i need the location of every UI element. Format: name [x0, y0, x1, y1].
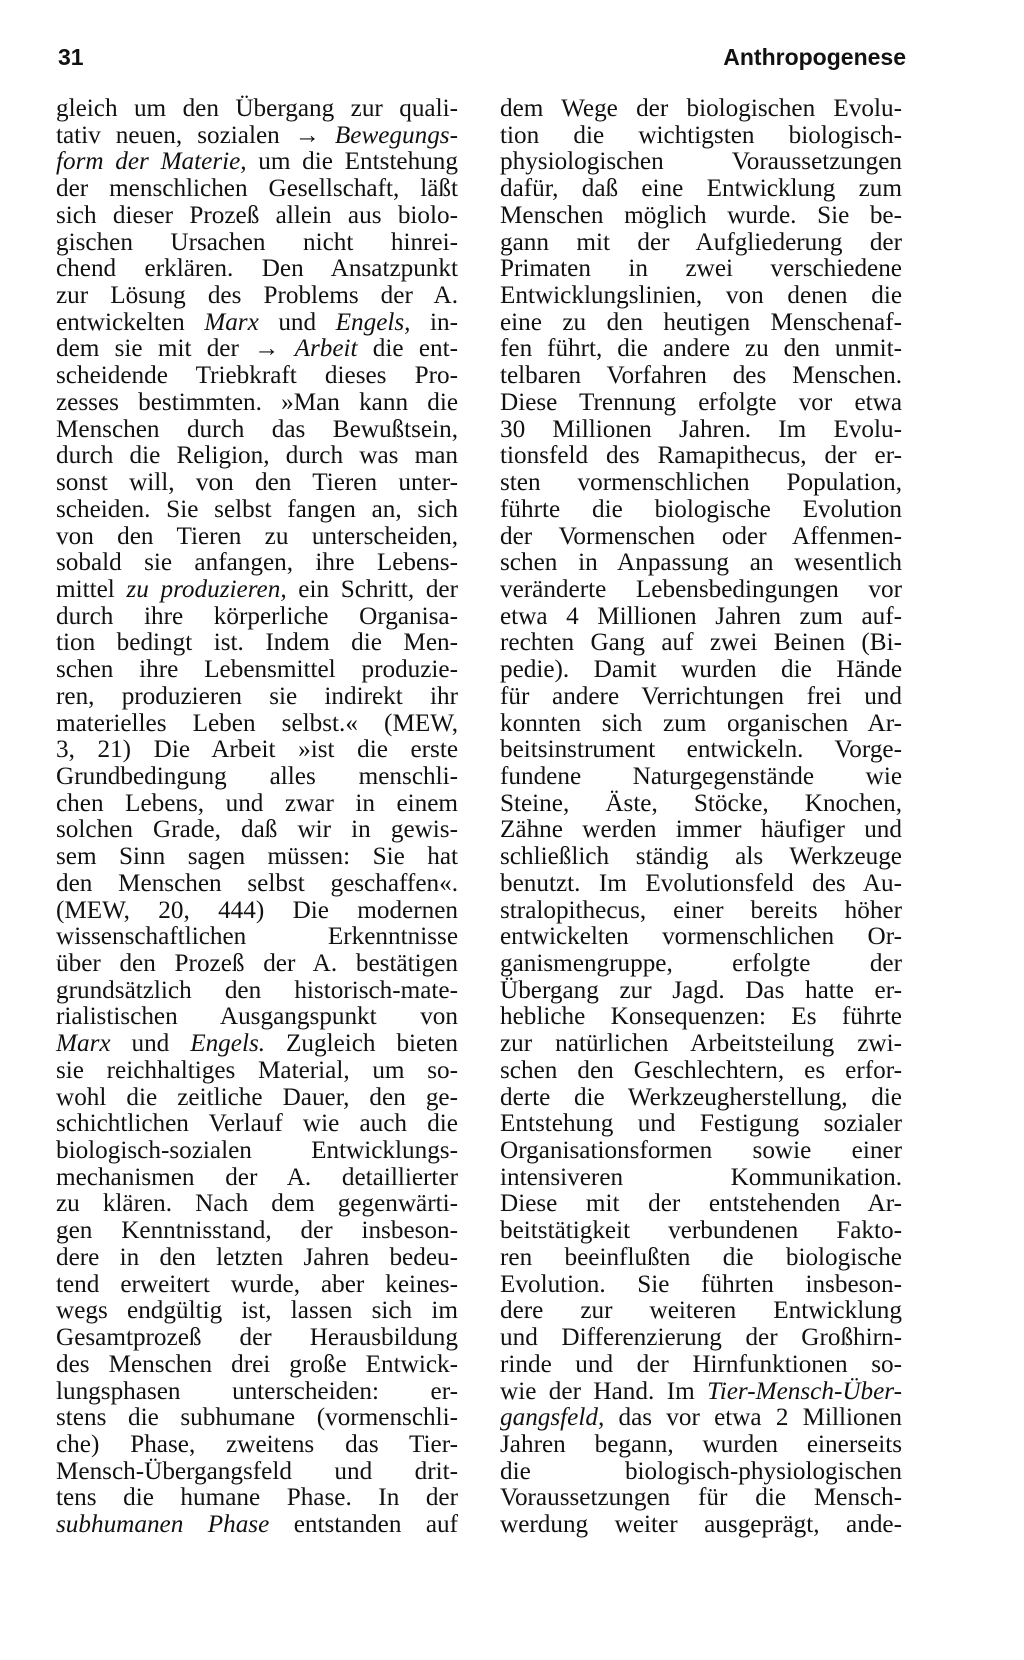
text-line: benutzt. Im Evolutionsfeld des Au- [500, 869, 902, 897]
text-line: chend erklären. Den Ansatzpunkt [56, 255, 458, 283]
text-line: beitstätigkeit verbundenen Fakto- [500, 1217, 902, 1245]
text-line: dere zur weiteren Entwicklung [500, 1297, 902, 1325]
text-line: zesses bestimmten. »Man kann die [56, 388, 458, 416]
text-line: den Menschen selbst geschaffen«. [56, 869, 458, 897]
text-line: der Vormenschen oder Affenmen- [500, 522, 902, 550]
text-line: ren beeinflußten die biologische [500, 1243, 902, 1271]
text-line: wohl die zeitliche Dauer, den ge- [56, 1083, 458, 1111]
text-line: eine zu den heutigen Menschenaf- [500, 308, 902, 336]
text-line: Marx und Engels. Zugleich bieten [56, 1030, 458, 1058]
text-line: schen ihre Lebensmittel produzie- [56, 656, 458, 684]
text-line: Übergang zur Jagd. Das hatte er- [500, 976, 902, 1004]
text-line: Menschen durch das Bewußtsein, [56, 415, 458, 443]
text-line: scheiden. Sie selbst fangen an, sich [56, 495, 458, 523]
text-line: die biologisch-physiologischen [500, 1457, 902, 1485]
text-line: werdung weiter ausgeprägt, ande- [500, 1511, 902, 1539]
text-line: ren, produzieren sie indirekt ihr [56, 682, 458, 710]
text-line: grundsätzlich den historisch-mate- [56, 976, 458, 1004]
text-line: Diese mit der entstehenden Ar- [500, 1190, 902, 1218]
running-head: Anthropogenese [723, 44, 906, 70]
text-line: Zähne werden immer häufiger und [500, 816, 902, 844]
text-line: wissenschaftlichen Erkenntnisse [56, 923, 458, 951]
text-line: für andere Verrichtungen frei und [500, 682, 902, 710]
text-line: zu klären. Nach dem gegenwärti- [56, 1190, 458, 1218]
text-line: Grundbedingung alles menschli- [56, 762, 458, 790]
text-line: führte die biologische Evolution [500, 495, 902, 523]
text-line: Voraussetzungen für die Mensch- [500, 1484, 902, 1512]
text-line: dafür, daß eine Entwicklung zum [500, 175, 902, 203]
text-line: Organisationsformen sowie einer [500, 1137, 902, 1165]
text-line: tion die wichtigsten biologisch- [500, 121, 902, 149]
text-line: hebliche Konsequenzen: Es führte [500, 1003, 902, 1031]
text-line: chen Lebens, und zwar in einem [56, 789, 458, 817]
text-line: gangsfeld, das vor etwa 2 Millionen [500, 1404, 902, 1432]
text-line: sich dieser Prozeß allein aus biolo- [56, 201, 458, 229]
text-line: sonst will, von den Tieren unter- [56, 469, 458, 497]
text-line: Steine, Äste, Stöcke, Knochen, [500, 789, 902, 817]
text-line: gann mit der Aufgliederung der [500, 228, 902, 256]
text-line: wegs endgültig ist, lassen sich im [56, 1297, 458, 1325]
text-line: 30 Millionen Jahren. Im Evolu- [500, 415, 902, 443]
text-line: che) Phase, zweitens das Tier- [56, 1430, 458, 1458]
text-line: dere in den letzten Jahren bedeu- [56, 1243, 458, 1271]
text-line: fen führt, die andere zu den unmit- [500, 335, 902, 363]
text-line: fundene Naturgegenstände wie [500, 762, 902, 790]
text-line: rechten Gang auf zwei Beinen (Bi- [500, 629, 902, 657]
text-line: sie reichhaltiges Material, um so- [56, 1056, 458, 1084]
text-line: durch die Religion, durch was man [56, 442, 458, 470]
text-line: tionsfeld des Ramapithecus, der er- [500, 442, 902, 470]
text-line: durch ihre körperliche Organisa- [56, 602, 458, 630]
text-column-right [500, 96, 902, 1539]
text-line: und Differenzierung der Großhirn- [500, 1324, 902, 1352]
text-line: tend erweitert wurde, aber keines- [56, 1270, 458, 1298]
text-line: intensiveren Kommunikation. [500, 1163, 902, 1191]
text-line: entwickelten Marx und Engels, in- [56, 308, 458, 336]
text-line: tion bedingt ist. Indem die Men- [56, 629, 458, 657]
text-line: der menschlichen Gesellschaft, läßt [56, 175, 458, 203]
text-line: stens die subhumane (vormenschli- [56, 1404, 458, 1432]
text-line: solchen Grade, daß wir in gewis- [56, 816, 458, 844]
text-line: dem sie mit der → Arbeit die ent- [56, 335, 458, 363]
text-line: Mensch-Übergangsfeld und drit- [56, 1457, 458, 1485]
text-line: derte die Werkzeugherstellung, die [500, 1083, 902, 1111]
text-line: scheidende Triebkraft dieses Pro- [56, 362, 458, 390]
text-line: mittel zu produzieren, ein Schritt, der [56, 575, 458, 603]
text-line: Jahren begann, wurden einerseits [500, 1430, 902, 1458]
text-line: wie der Hand. Im Tier-Mensch-Über- [500, 1377, 902, 1405]
text-line: konnten sich zum organischen Ar- [500, 709, 902, 737]
text-line: zur natürlichen Arbeitsteilung zwi- [500, 1030, 902, 1058]
text-line: schen den Geschlechtern, es erfor- [500, 1056, 902, 1084]
text-line: subhumanen Phase entstanden auf [56, 1511, 458, 1539]
text-line: rialistischen Ausgangspunkt von [56, 1003, 458, 1031]
text-line: zur Lösung des Problems der A. [56, 282, 458, 310]
text-line: 3, 21) Die Arbeit »ist die erste [56, 736, 458, 764]
text-line: Diese Trennung erfolgte vor etwa [500, 388, 902, 416]
text-line: rinde und der Hirnfunktionen so- [500, 1350, 902, 1378]
text-line: schließlich ständig als Werkzeuge [500, 843, 902, 871]
text-line: Entstehung und Festigung sozialer [500, 1110, 902, 1138]
text-line: telbaren Vorfahren des Menschen. [500, 362, 902, 390]
text-line: tens die humane Phase. In der [56, 1484, 458, 1512]
text-line: dem Wege der biologischen Evolu- [500, 95, 902, 122]
text-line: sobald sie anfangen, ihre Lebens- [56, 549, 458, 577]
text-line: gen Kenntnisstand, der insbeson- [56, 1217, 458, 1245]
page-number: 31 [58, 44, 84, 70]
text-line: physiologischen Voraussetzungen [500, 148, 902, 176]
text-line: beitsinstrument entwickeln. Vorge- [500, 736, 902, 764]
text-line: mechanismen der A. detaillierter [56, 1163, 458, 1191]
text-line: stralopithecus, einer bereits höher [500, 896, 902, 924]
text-line: gischen Ursachen nicht hinrei- [56, 228, 458, 256]
text-line: über den Prozeß der A. bestätigen [56, 950, 458, 977]
text-line: pedie). Damit wurden die Hände [500, 656, 902, 684]
text-line: materielles Leben selbst.« (MEW, [56, 709, 458, 737]
text-line: tativ neuen, sozialen → Bewegungs- [56, 121, 458, 149]
text-line: schen in Anpassung an wesentlich [500, 549, 902, 577]
text-line: sten vormenschlichen Population, [500, 469, 902, 497]
text-line: biologisch-sozialen Entwicklungs- [56, 1137, 458, 1165]
text-line: von den Tieren zu unterscheiden, [56, 522, 458, 550]
text-line: form der Materie, um die Entstehung [56, 148, 458, 176]
text-line: ganismengruppe, erfolgte der [500, 950, 902, 977]
text-line: Evolution. Sie führten insbeson- [500, 1270, 902, 1298]
text-line: schichtlichen Verlauf wie auch die [56, 1110, 458, 1138]
text-line: Gesamtprozeß der Herausbildung [56, 1324, 458, 1352]
text-line: Menschen möglich wurde. Sie be- [500, 201, 902, 229]
text-line: (MEW, 20, 444) Die modernen [56, 896, 458, 924]
page-header [58, 44, 906, 84]
text-line: lungsphasen unterscheiden: er- [56, 1377, 458, 1405]
text-column-left [56, 96, 458, 1539]
text-line: Primaten in zwei verschiedene [500, 255, 902, 283]
text-line: etwa 4 Millionen Jahren zum auf- [500, 602, 902, 630]
text-line: des Menschen drei große Entwick- [56, 1350, 458, 1378]
text-line: Entwicklungslinien, von denen die [500, 282, 902, 310]
text-line: gleich um den Übergang zur quali- [56, 95, 458, 122]
text-line: entwickelten vormenschlichen Or- [500, 923, 902, 951]
text-line: sem Sinn sagen müssen: Sie hat [56, 843, 458, 871]
text-line: veränderte Lebensbedingungen vor [500, 575, 902, 603]
